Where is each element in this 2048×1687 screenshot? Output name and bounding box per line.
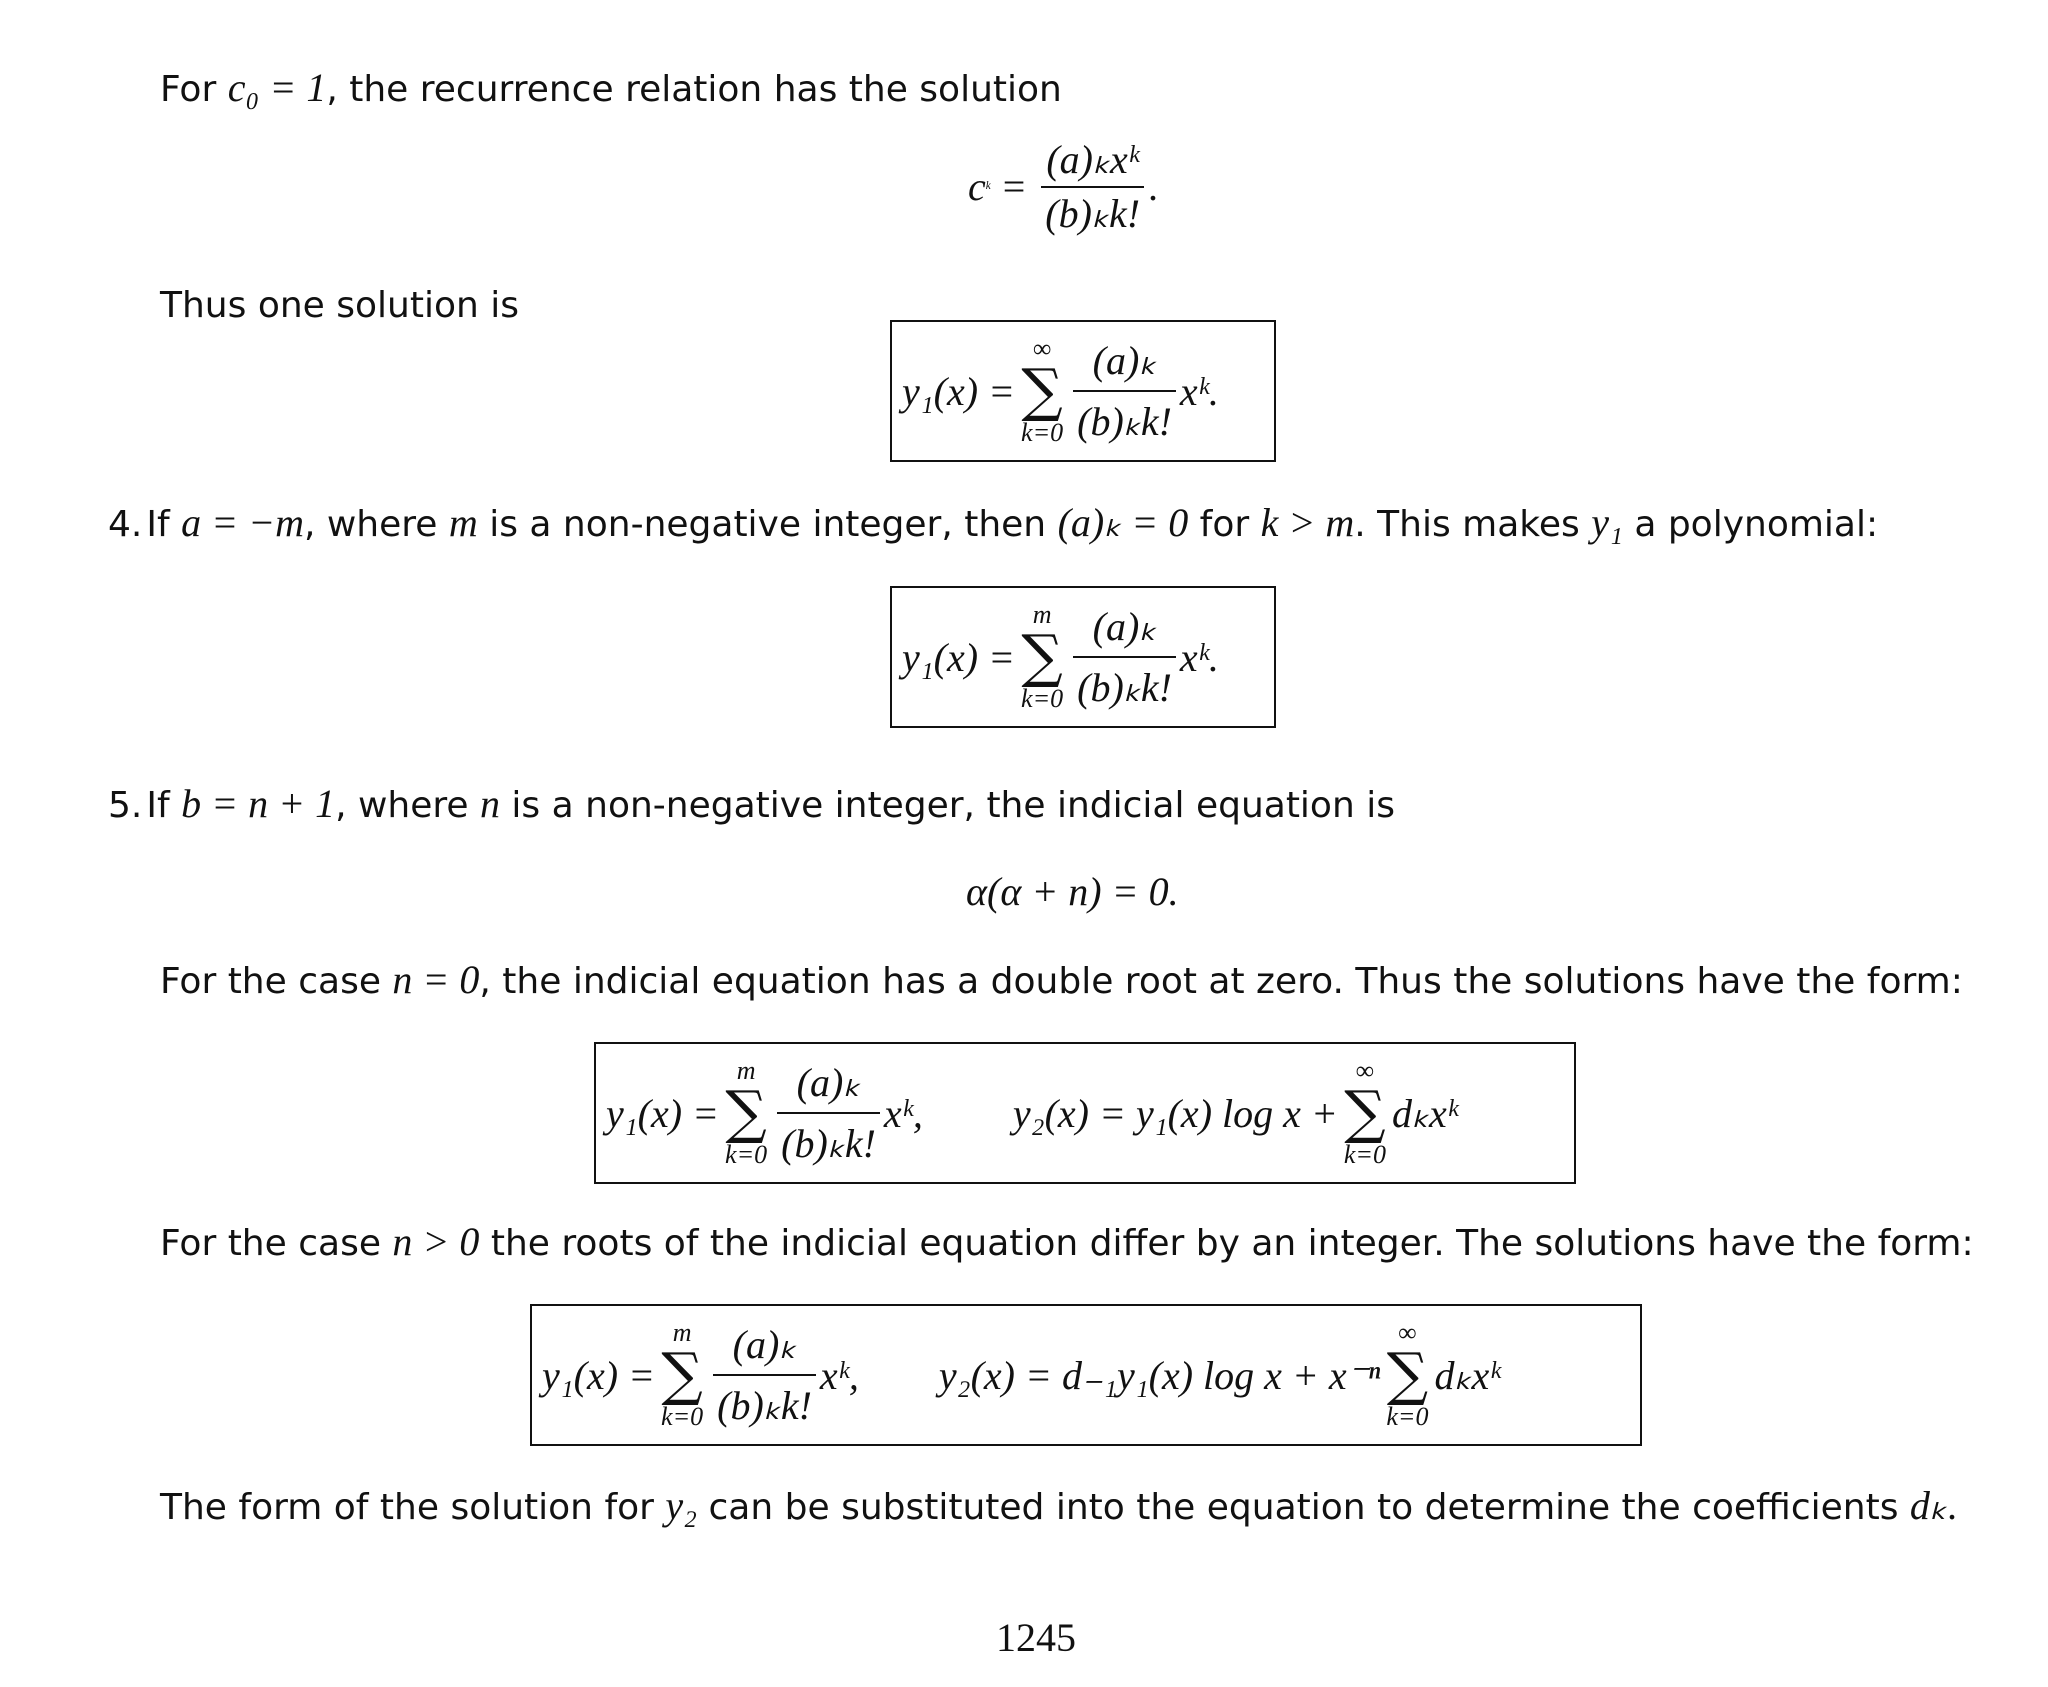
paragraph-coefficients: The form of the solution for y₂ can be substituted into the equation to determine the coefficients dₖ. (160, 1483, 1957, 1528)
boxed-equation-y1-polynomial: y₁(x) = m ∑ k=0 $\frac{\text{(a)ₖ}}{\text{(b)ₖk!}}$ xᵏ. (890, 586, 1276, 728)
fraction: $\frac{\text{(a)ₖ}}{\text{(b)ₖk!}}$ (1073, 337, 1176, 445)
summation: m ∑ k=0 (725, 1055, 768, 1169)
paragraph-case-n-positive: For the case n > 0 the roots of the indicial equation differ by an integer. The solutions have the form: (160, 1219, 1974, 1264)
paragraph-recurrence: For c₀ = 1, the recurrence relation has the solution (160, 65, 1062, 110)
summation: ∞ ∑ k=0 (1386, 1317, 1429, 1431)
fraction: $\frac{\text{(a)ₖ}}{\text{(b)ₖk!}}$ (1073, 603, 1176, 711)
summation: m ∑ k=0 (661, 1317, 704, 1431)
summation: ∞ ∑ k=0 (1021, 333, 1064, 447)
equation-indicial: α(α + n) = 0. (966, 869, 1179, 914)
fraction: $\frac{\text{(a)ₖ}}{\text{(b)ₖk!}}$ (777, 1059, 880, 1167)
ck-fraction: $\frac{\text{(a)ₖxᵏ}}{\text{(b)ₖk!}}$ (1041, 140, 1144, 234)
math-c0-eq: c₀ = 1 (227, 65, 327, 110)
summation: ∞ ∑ k=0 (1343, 1055, 1386, 1169)
fraction: $\frac{\text{(a)ₖ}}{\text{(b)ₖk!}}$ (713, 1321, 816, 1429)
equation-ck: c k = $\frac{\text{(a)ₖxᵏ}}{\text{(b)ₖk!}}$ . (968, 137, 1159, 236)
page-number: 1245 (996, 1615, 1076, 1660)
paragraph-case-n-zero: For the case n = 0, the indicial equation has a double root at zero. Thus the solutions have the form: (160, 957, 1963, 1002)
boxed-equation-case-n-positive: y₁(x) = m ∑ k=0 $\frac{\text{(a)ₖ}}{\text{(b)ₖk!}}$ xᵏ, y₂(x) = d₋₁y₁(x) log x + x⁻ⁿ ∞ ∑ k=0 dₖxᵏ (530, 1304, 1642, 1446)
summation: m ∑ k=0 (1021, 599, 1064, 713)
boxed-equation-y1-infinite: y₁(x) = ∞ ∑ k=0 $\frac{\text{(a)ₖ}}{\text{(b)ₖk!}}$ xᵏ. (890, 320, 1276, 462)
paragraph-one-solution: Thus one solution is (160, 285, 520, 326)
list-item-4: 4. If a = −m, where m is a non-negative integer, then (a)ₖ = 0 for k > m. This makes y₁ a polynomial: (108, 500, 1879, 545)
list-item-5: 5. If b = n + 1, where n is a non-negative integer, the indicial equation is (108, 781, 1395, 826)
boxed-equation-case-n-zero: y₁(x) = m ∑ k=0 $\frac{\text{(a)ₖ}}{\text{(b)ₖk!}}$ xᵏ, y₂(x) = y₁(x) log x + ∞ ∑ k=0 dₖxᵏ (594, 1042, 1576, 1184)
